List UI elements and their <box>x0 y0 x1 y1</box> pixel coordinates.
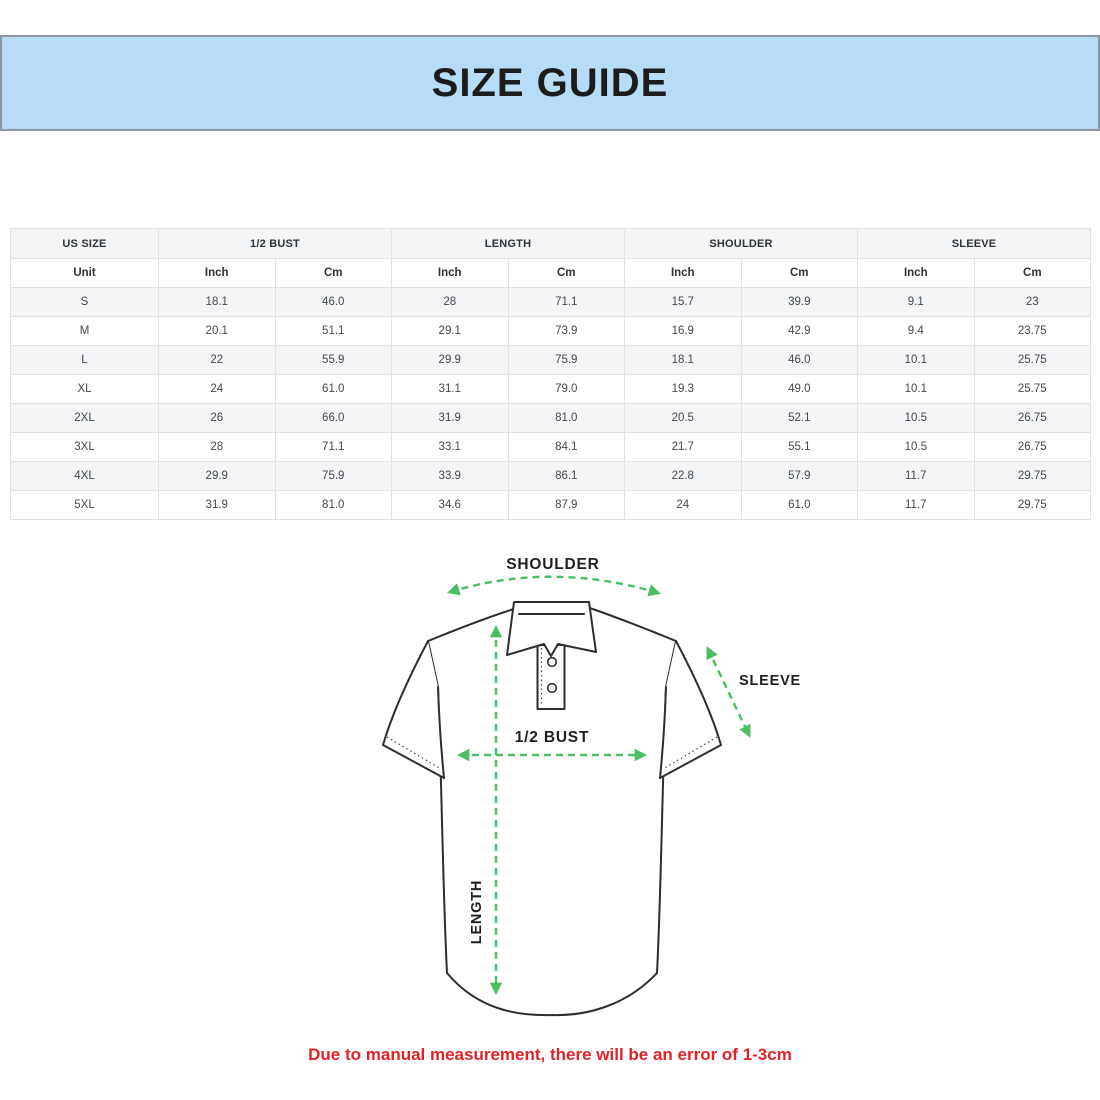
measurement-cell: 31.9 <box>392 404 509 433</box>
measurement-cell: 55.9 <box>275 346 392 375</box>
size-table-body <box>11 229 1091 520</box>
size-table-container <box>10 228 1090 520</box>
measurement-cell: 61.0 <box>275 375 392 404</box>
measurement-cell: 71.1 <box>275 433 392 462</box>
measurement-cell: 9.4 <box>858 317 975 346</box>
measurement-cell: 81.0 <box>508 404 625 433</box>
polo-shirt-illustration <box>370 545 810 1035</box>
measurement-cell: 10.5 <box>858 433 975 462</box>
measurement-cell: 26 <box>159 404 276 433</box>
measurement-cell: 28 <box>392 288 509 317</box>
measurement-cell: 25.75 <box>974 375 1091 404</box>
collar-outline <box>507 602 596 656</box>
table-row <box>11 375 1091 404</box>
measurement-cell: 11.7 <box>858 491 975 520</box>
measurement-cell: 24 <box>159 375 276 404</box>
measurement-cell: 81.0 <box>275 491 392 520</box>
unit-header-cell: Cm <box>275 259 392 288</box>
measurement-cell: 87.9 <box>508 491 625 520</box>
measurement-cell: 11.7 <box>858 462 975 491</box>
column-group-header: US SIZE <box>11 229 159 259</box>
column-group-header: LENGTH <box>392 229 625 259</box>
measurement-cell: 84.1 <box>508 433 625 462</box>
size-label-cell: M <box>11 317 159 346</box>
unit-header-cell: Inch <box>858 259 975 288</box>
measurement-cell: 10.1 <box>858 375 975 404</box>
measurement-cell: 42.9 <box>741 317 858 346</box>
measurement-cell: 86.1 <box>508 462 625 491</box>
measurement-cell: 22.8 <box>625 462 742 491</box>
measurement-cell: 31.9 <box>159 491 276 520</box>
table-row <box>11 346 1091 375</box>
button-top <box>548 658 557 667</box>
shirt-measurement-diagram <box>370 545 810 1035</box>
measurement-cell: 20.5 <box>625 404 742 433</box>
measurement-cell: 75.9 <box>275 462 392 491</box>
table-row <box>11 491 1091 520</box>
column-group-header: 1/2 BUST <box>159 229 392 259</box>
measurement-cell: 33.9 <box>392 462 509 491</box>
measurement-cell: 49.0 <box>741 375 858 404</box>
measurement-cell: 23 <box>974 288 1091 317</box>
measurement-cell: 18.1 <box>625 346 742 375</box>
measurement-cell: 73.9 <box>508 317 625 346</box>
measurement-cell: 21.7 <box>625 433 742 462</box>
unit-header-cell: Cm <box>974 259 1091 288</box>
measurement-cell: 31.1 <box>392 375 509 404</box>
button-bottom <box>548 684 557 693</box>
shoulder-label: SHOULDER <box>506 556 600 573</box>
measurement-cell: 79.0 <box>508 375 625 404</box>
table-unit-row <box>11 259 1091 288</box>
column-group-header: SHOULDER <box>625 229 858 259</box>
measurement-cell: 34.6 <box>392 491 509 520</box>
measurement-cell: 29.75 <box>974 462 1091 491</box>
measurement-cell: 46.0 <box>275 288 392 317</box>
measurement-cell: 29.9 <box>392 346 509 375</box>
measurement-cell: 23.75 <box>974 317 1091 346</box>
table-row <box>11 288 1091 317</box>
size-table <box>10 228 1091 520</box>
unit-header-cell: Inch <box>625 259 742 288</box>
measurement-cell: 75.9 <box>508 346 625 375</box>
length-label: LENGTH <box>469 879 485 945</box>
measurement-cell: 46.0 <box>741 346 858 375</box>
measurement-cell: 52.1 <box>741 404 858 433</box>
measurement-cell: 61.0 <box>741 491 858 520</box>
table-header-row <box>11 229 1091 259</box>
measurement-cell: 9.1 <box>858 288 975 317</box>
table-row <box>11 462 1091 491</box>
table-row <box>11 433 1091 462</box>
measurement-error-note: Due to manual measurement, there will be an error of 1-3cm <box>308 1045 792 1064</box>
size-guide-banner <box>0 35 1100 131</box>
measurement-cell: 15.7 <box>625 288 742 317</box>
measurement-cell: 24 <box>625 491 742 520</box>
unit-header-cell: Inch <box>159 259 276 288</box>
measurement-cell: 33.1 <box>392 433 509 462</box>
measurement-cell: 29.9 <box>159 462 276 491</box>
measurement-cell: 28 <box>159 433 276 462</box>
measurement-cell: 29.75 <box>974 491 1091 520</box>
size-label-cell: 2XL <box>11 404 159 433</box>
size-label-cell: L <box>11 346 159 375</box>
size-label-cell: S <box>11 288 159 317</box>
bust-label: 1/2 BUST <box>514 729 590 746</box>
table-row <box>11 317 1091 346</box>
measurement-cell: 16.9 <box>625 317 742 346</box>
unit-header-cell: Inch <box>392 259 509 288</box>
page-title: SIZE GUIDE <box>431 60 669 105</box>
size-label-cell: 4XL <box>11 462 159 491</box>
size-label-cell: XL <box>11 375 159 404</box>
measurement-cell: 55.1 <box>741 433 858 462</box>
unit-header-cell: Cm <box>508 259 625 288</box>
measurement-cell: 29.1 <box>392 317 509 346</box>
measurement-cell: 22 <box>159 346 276 375</box>
measurement-cell: 20.1 <box>159 317 276 346</box>
measurement-cell: 26.75 <box>974 404 1091 433</box>
sleeve-label: SLEEVE <box>739 673 802 689</box>
size-label-cell: 5XL <box>11 491 159 520</box>
measurement-cell: 19.3 <box>625 375 742 404</box>
measurement-cell: 10.5 <box>858 404 975 433</box>
measurement-cell: 26.75 <box>974 433 1091 462</box>
column-group-header: SLEEVE <box>858 229 1091 259</box>
measurement-cell: 18.1 <box>159 288 276 317</box>
shoulder-arrow <box>450 577 658 593</box>
size-label-cell: 3XL <box>11 433 159 462</box>
measurement-cell: 39.9 <box>741 288 858 317</box>
measurement-cell: 66.0 <box>275 404 392 433</box>
measurement-cell: 57.9 <box>741 462 858 491</box>
unit-header-cell: Cm <box>741 259 858 288</box>
measurement-cell: 25.75 <box>974 346 1091 375</box>
table-row <box>11 404 1091 433</box>
measurement-cell: 10.1 <box>858 346 975 375</box>
unit-header-cell: Unit <box>11 259 159 288</box>
measurement-cell: 71.1 <box>508 288 625 317</box>
measurement-cell: 51.1 <box>275 317 392 346</box>
